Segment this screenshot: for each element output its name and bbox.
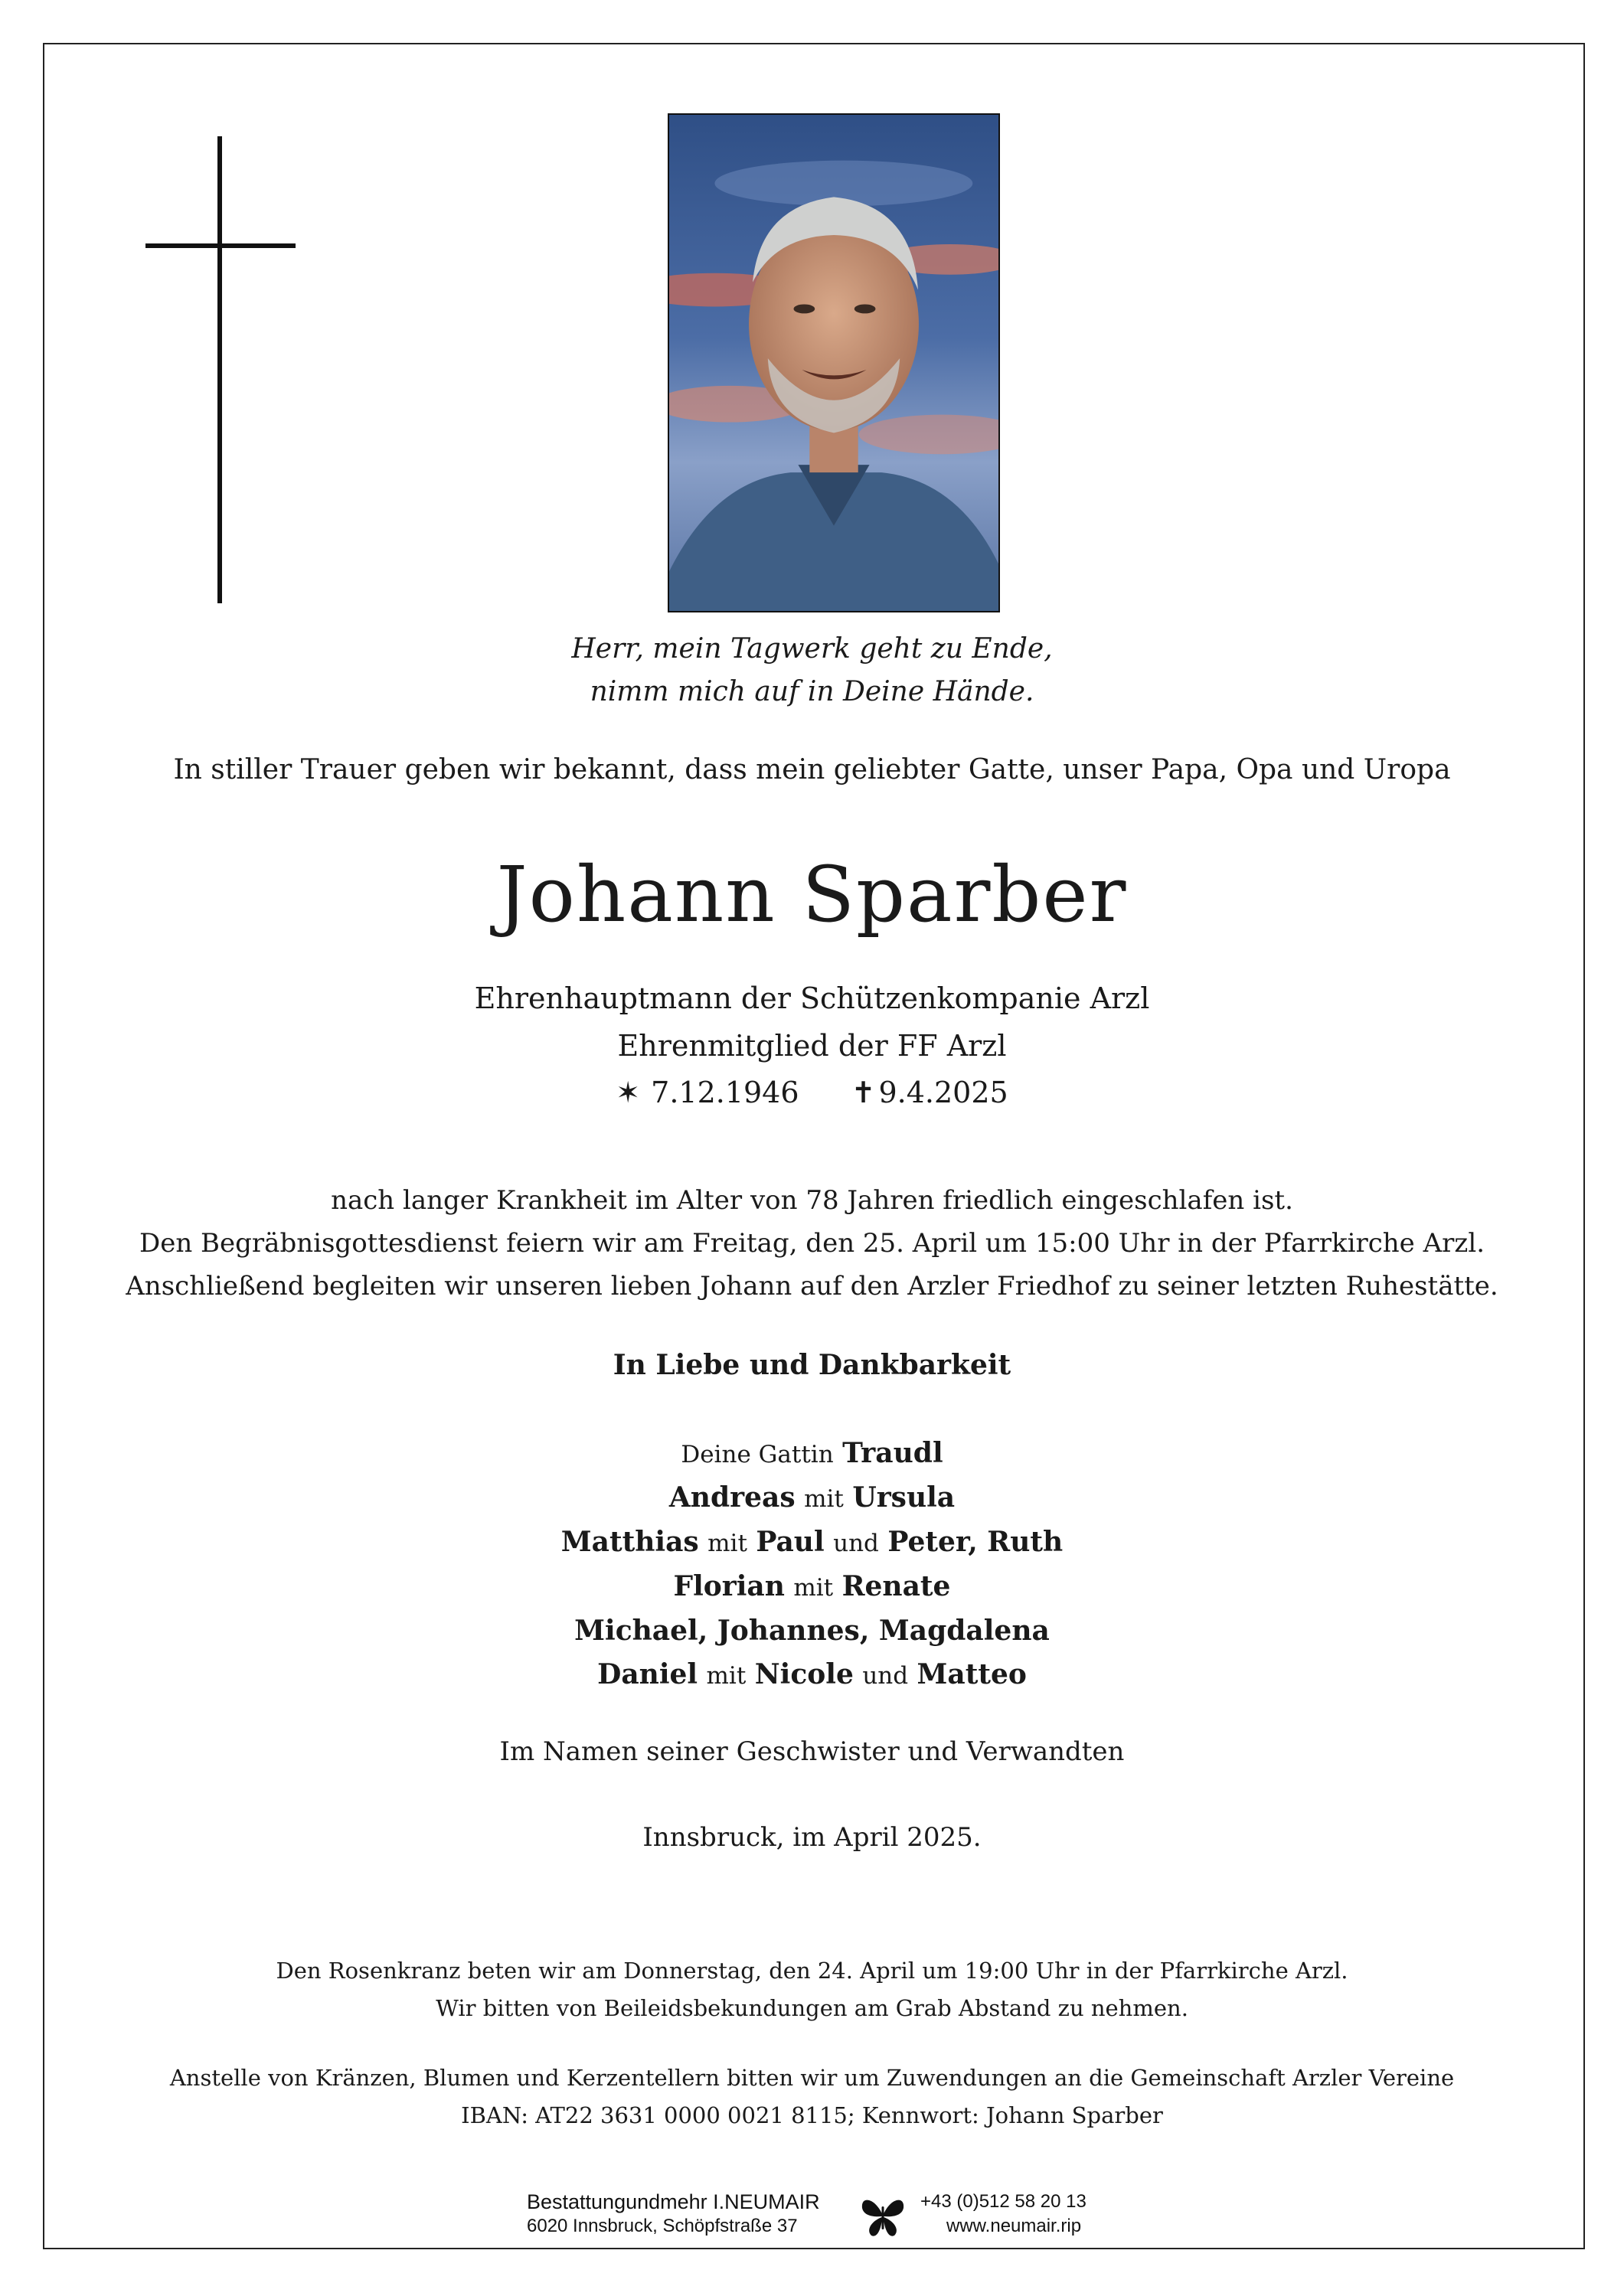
cross-icon-horizontal xyxy=(145,243,296,248)
closing-phrase: In Liebe und Dankbarkeit xyxy=(613,1349,1011,1381)
family-row: Deine Gattin Traudl xyxy=(681,1437,943,1469)
family-row: Florian mit Renate xyxy=(673,1570,951,1602)
website-link[interactable]: www.neumair.rip xyxy=(946,2216,1082,2236)
announcement-body xyxy=(0,1179,1624,1308)
rosary-notice xyxy=(0,1952,1624,2027)
body-line-3: Anschließend begleiten wir unseren lieben Johann auf den Arzler Friedhof zu seiner letzten Ruhestätte. xyxy=(126,1271,1498,1302)
funeral-home-address: 6020 Innsbruck, Schöpfstraße 37 xyxy=(527,2216,798,2236)
funeral-home-contact xyxy=(920,2190,1086,2239)
family-row: Michael, Johannes, Magdalena xyxy=(574,1615,1050,1647)
cross-icon-vertical xyxy=(217,136,222,603)
honorary-title-1: Ehrenhauptmann der Schützenkompanie Arzl xyxy=(474,981,1150,1015)
star-icon: ✶ xyxy=(616,1076,641,1109)
body-line-2: Den Begräbnisgottesdienst feiern wir am Freitag, den 25. April um 15:00 Uhr in der Pfarrkirche Arzl. xyxy=(139,1228,1485,1259)
verse-line-2: nimm mich auf in Deine Hände. xyxy=(590,676,1034,707)
family-list xyxy=(0,1432,1624,1697)
death-date: ✝ 9.4.2025 xyxy=(851,1076,1008,1109)
intro-text: In stiller Trauer geben wir bekannt, dass mein geliebter Gatte, unser Papa, Opa und Uropa xyxy=(173,754,1451,785)
verse-line-1: Herr, mein Tagwerk geht zu Ende, xyxy=(571,633,1053,665)
cross-icon: ✝ xyxy=(851,1076,876,1109)
butterfly-icon xyxy=(856,2191,910,2240)
portrait-photo xyxy=(668,113,1000,612)
place-date: Innsbruck, im April 2025. xyxy=(642,1822,982,1853)
phone-number: +43 (0)512 58 20 13 xyxy=(920,2191,1086,2212)
funeral-home-footer xyxy=(0,2190,1624,2243)
donation-line-2: IBAN: AT22 3631 0000 0021 8115; Kennwort: Johann Sparber xyxy=(461,2102,1163,2128)
relatives-note: Im Namen seiner Geschwister und Verwandten xyxy=(499,1736,1125,1767)
verse xyxy=(0,628,1624,714)
family-row: Matthias mit Paul und Peter, Ruth xyxy=(560,1526,1064,1558)
body-line-1: nach langer Krankheit im Alter von 78 Jahren friedlich eingeschlafen ist. xyxy=(331,1185,1293,1216)
birth-date: ✶ 7.12.1946 xyxy=(616,1076,799,1109)
family-row: Daniel mit Nicole und Matteo xyxy=(597,1658,1027,1690)
donation-line-1: Anstelle von Kränzen, Blumen und Kerzentellern bitten wir um Zuwendungen an die Gemeinschaft Arzler Vereine xyxy=(169,2065,1455,2091)
rosary-line-1: Den Rosenkranz beten wir am Donnerstag, den 24. April um 19:00 Uhr in der Pfarrkirche Arzl. xyxy=(276,1958,1348,1984)
deceased-name: Johann Sparber xyxy=(496,850,1128,939)
funeral-home-info xyxy=(527,2190,820,2239)
donation-notice xyxy=(0,2059,1624,2134)
rosary-line-2: Wir bitten von Beileidsbekundungen am Grab Abstand zu nehmen. xyxy=(436,1995,1188,2021)
family-row: Andreas mit Ursula xyxy=(668,1481,956,1514)
honorary-title-2: Ehrenmitglied der FF Arzl xyxy=(617,1029,1007,1063)
life-dates xyxy=(0,1076,1624,1109)
funeral-home-name: Bestattungundmehr I.NEUMAIR xyxy=(527,2190,820,2213)
